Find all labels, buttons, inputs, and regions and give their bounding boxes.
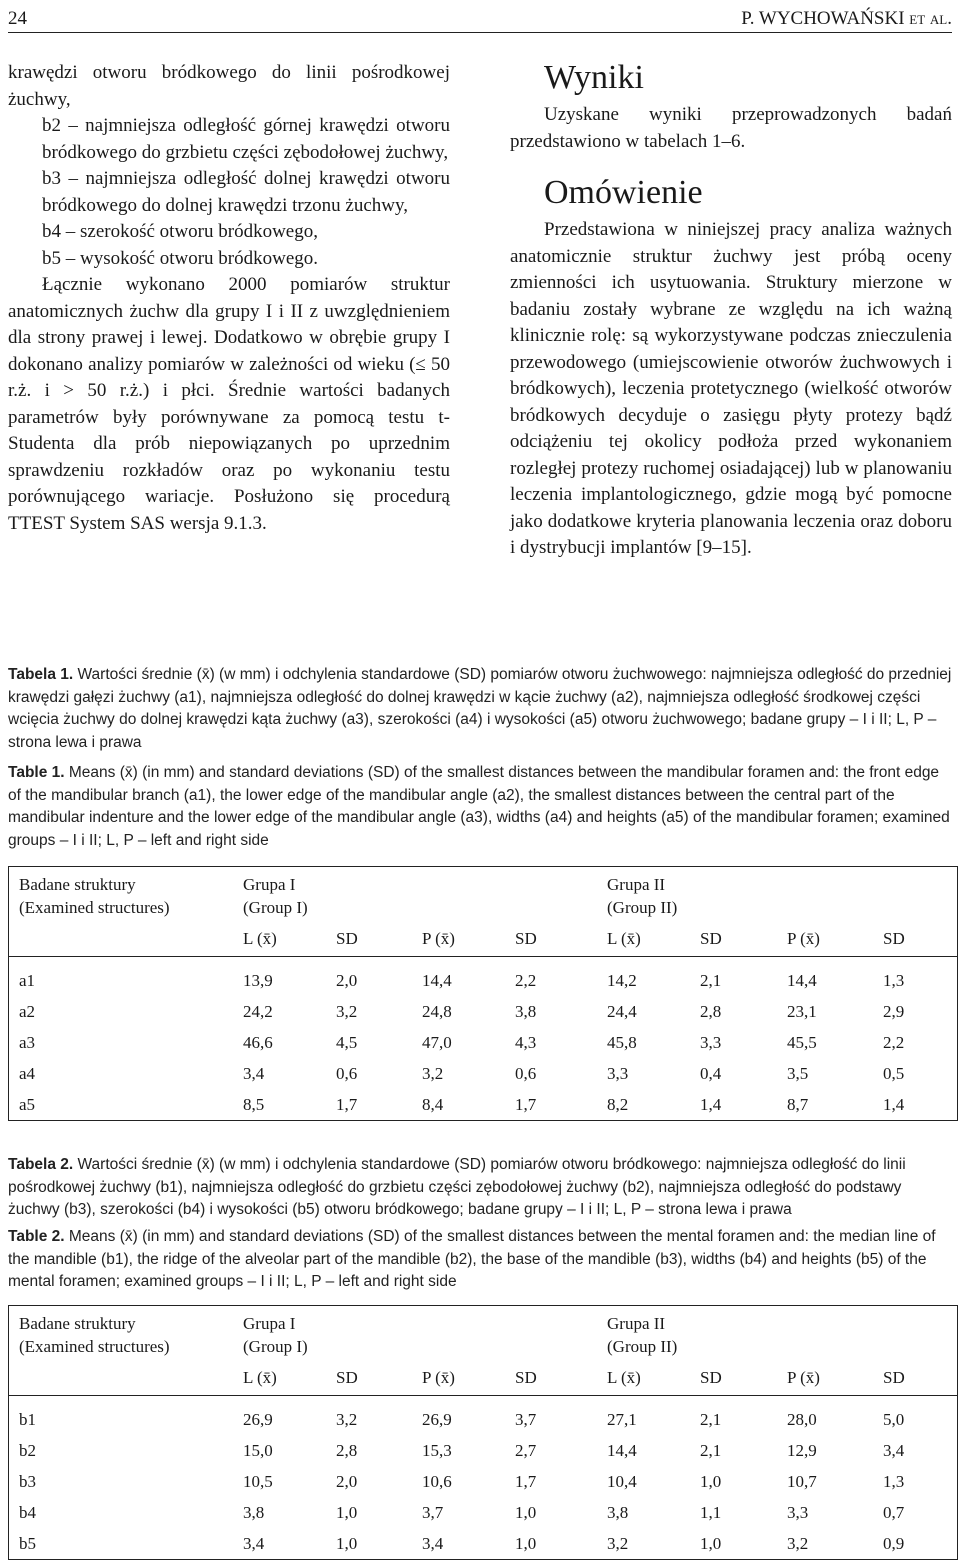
- table-cell: 3,3: [787, 1503, 809, 1522]
- table-cell: 14,4: [787, 971, 817, 990]
- results-paragraph: Uzyskane wyniki przeprowadzonych badań przedstawiono w tabelach 1–6.: [510, 104, 952, 152]
- left-column: [8, 60, 450, 537]
- table-cell: 2,2: [883, 1033, 905, 1052]
- table-cell: 3,8: [607, 1503, 629, 1522]
- table-cell: 0,6: [336, 1064, 358, 1083]
- table-cell: 26,9: [243, 1410, 273, 1429]
- table-cell: 10,6: [422, 1472, 452, 1491]
- col-header: L (x̄): [607, 919, 700, 957]
- table-cell: 10,7: [787, 1472, 817, 1491]
- table-cell: 28,0: [787, 1410, 817, 1429]
- list-item: b4 – szerokość otworu bródkowego,: [42, 221, 318, 242]
- table-cell: 2,1: [700, 1410, 722, 1429]
- table-cell: 15,3: [422, 1441, 452, 1460]
- table-cell: 46,6: [243, 1033, 273, 1052]
- table-cell: 3,2: [422, 1064, 444, 1083]
- table-row: [9, 1089, 957, 1120]
- table-cell: 3,4: [243, 1064, 265, 1083]
- table-cell: 3,5: [787, 1064, 809, 1083]
- table-cell: 3,2: [336, 1002, 358, 1021]
- row-label: a5: [19, 1095, 36, 1114]
- header-structures: Badane struktury: [19, 875, 136, 894]
- results-heading: Wyniki: [544, 59, 644, 96]
- row-label: b4: [19, 1503, 36, 1522]
- right-column: [510, 60, 952, 562]
- col-header: SD: [515, 919, 607, 957]
- header-group2: Grupa II: [607, 1314, 666, 1333]
- table-cell: 47,0: [422, 1033, 452, 1052]
- table-cell: 14,4: [607, 1441, 637, 1460]
- row-label: a3: [19, 1033, 36, 1052]
- row-label: a4: [19, 1064, 36, 1083]
- table-cell: 8,7: [787, 1095, 809, 1114]
- row-label: a2: [19, 1002, 36, 1021]
- table-row: [9, 1027, 957, 1058]
- table-cell: 1,4: [700, 1095, 722, 1114]
- header-group1: Grupa I: [243, 1314, 296, 1333]
- table-cell: 14,2: [607, 971, 637, 990]
- table-cell: 10,4: [607, 1472, 637, 1491]
- col-header: SD: [336, 919, 422, 957]
- col-header: SD: [700, 919, 787, 957]
- row-label: b3: [19, 1472, 36, 1491]
- table-cell: 2,1: [700, 971, 722, 990]
- author-header: P. WYCHOWAŃSKI et al.: [741, 8, 952, 29]
- table-cell: 1,0: [336, 1503, 358, 1522]
- header-group2-en: (Group II): [607, 898, 678, 917]
- table-cell: 45,5: [787, 1033, 817, 1052]
- table-cell: 3,2: [787, 1534, 809, 1553]
- table1-caption-en: [8, 762, 956, 852]
- table-cell: 2,2: [515, 971, 537, 990]
- header-group1-en: (Group I): [243, 898, 308, 917]
- table-subheader: [9, 919, 957, 957]
- table-cell: 8,2: [607, 1095, 629, 1114]
- table-cell: 1,0: [336, 1534, 358, 1553]
- table-cell: 3,8: [243, 1503, 265, 1522]
- col-header: L (x̄): [243, 919, 336, 957]
- table-row: [9, 1396, 957, 1436]
- row-label: b5: [19, 1534, 36, 1553]
- table-cell: 26,9: [422, 1410, 452, 1429]
- col-header: SD: [515, 1358, 607, 1396]
- table2-caption-en: [8, 1226, 956, 1294]
- col-header: P (x̄): [422, 1358, 515, 1396]
- table-cell: 24,2: [243, 1002, 273, 1021]
- table-cell: 1,3: [883, 1472, 905, 1491]
- discussion-paragraph: Przedstawiona w niniejszej pracy analiza ważnych anatomicznie struktur żuchwy jest próbą oceny zmienności ich usytuowania. Struktury mierzone w badaniu zostały wybrane ze względu na ich ważną klinicznie rolę: są wykorzystywane podczas znieczulenia przewodowego (umiejscowienie otworów żuchwowych i bródkowych), leczenia protetycznego (wielkość otworów bródkowych decyduje o zasięgu płyty protezy bądź odciążeniu tej okolicy podłoża przed wykonaniem rozległej protezy ruchomej osiadającej) lub w planowaniu leczenia implantologicznego, gdzie mogą być pomocne jako dodatkowe kryteria planowania leczenia oraz doboru i dystrybucji implantów [9–15].: [510, 219, 952, 558]
- table2-caption-pl: [8, 1154, 956, 1222]
- text-line: krawędzi otworu bródkowego do linii pośrodkowej żuchwy,: [8, 62, 450, 110]
- table1-caption-pl-text: Wartości średnie (x̄) (w mm) i odchylenia standardowe (SD) pomiarów otworu żuchwowego: najmniejsza odległość do przedniej krawędzi gałęzi żuchwy (a1), najmniejsza odległość do dolnej krawędzi w kącie żuchwy (a2), najmniejsza odległość środkowej części wcięcia żuchwy do dolnej krawędzi kąta żuchwy (a3), szerokości (a4) i wysokości (a5) otworu żuchwowego; badane grupy – I i II; L, P – strona lewa i prawa: [8, 666, 952, 751]
- table-cell: 3,8: [515, 1002, 537, 1021]
- table-cell: 2,0: [336, 971, 358, 990]
- col-header: L (x̄): [607, 1358, 700, 1396]
- table2-label-pl: Tabela 2.: [8, 1156, 74, 1173]
- table-cell: 3,4: [422, 1534, 444, 1553]
- row-label: a1: [19, 971, 36, 990]
- table2-caption-pl-text: Wartości średnie (x̄) (w mm) i odchylenia standardowe (SD) pomiarów otworu bródkowego: najmniejsza odległość do linii pośrodkowej żuchwy (b1), najmniejsza odległość do grzbietu części zębodołowej żuchwy (b2), najmniejsza odległość do podstawy żuchwy (b3), szerokości (b4) i wysokości (b5) otworu bródkowego; badane grupy – I i II; L, P – strona lewa i prawa: [8, 1156, 906, 1218]
- table-cell: 3,7: [422, 1503, 444, 1522]
- table-cell: 1,7: [515, 1095, 537, 1114]
- table-row: [9, 996, 957, 1027]
- list-item: b2 – najmniejsza odległość górnej krawędzi otworu bródkowego do grzbietu części zębodołowej żuchwy,: [42, 115, 450, 163]
- table-cell: 8,4: [422, 1095, 444, 1114]
- table1-label-pl: Tabela 1.: [8, 666, 74, 683]
- table-cell: 13,9: [243, 971, 273, 990]
- table-row: [9, 957, 957, 997]
- table1-label-en: Table 1.: [8, 764, 65, 781]
- table-cell: 3,2: [607, 1534, 629, 1553]
- table-cell: 1,3: [883, 971, 905, 990]
- table-cell: 1,0: [515, 1534, 537, 1553]
- table-cell: 3,4: [883, 1441, 905, 1460]
- table-cell: 4,5: [336, 1033, 358, 1052]
- header-structures-en: (Examined structures): [19, 898, 170, 917]
- col-header: SD: [883, 1358, 957, 1396]
- col-header: SD: [336, 1358, 422, 1396]
- table-cell: 3,2: [336, 1410, 358, 1429]
- table-cell: 45,8: [607, 1033, 637, 1052]
- table2: [8, 1305, 958, 1560]
- table1-caption-en-text: Means (x̄) (in mm) and standard deviations (SD) of the smallest distances between the mandibular foramen and: the front edge of the mandibular branch (a1), the lower edge of the mandibular angle (a2), the smallest distances between the central part of the mandibular indenture and the lower edge of the mandibular angle (a3), widths (a4) and heights (a5) of the mandibular foramen; examined groups – I i II; L, P – left and right side: [8, 764, 950, 849]
- table-cell: 12,9: [787, 1441, 817, 1460]
- header-group2-en: (Group II): [607, 1337, 678, 1356]
- table-cell: 2,8: [700, 1002, 722, 1021]
- table-cell: 2,0: [336, 1472, 358, 1491]
- page-number: 24: [8, 8, 27, 29]
- table-cell: 2,7: [515, 1441, 537, 1460]
- table-cell: 2,1: [700, 1441, 722, 1460]
- header-structures-en: (Examined structures): [19, 1337, 170, 1356]
- header-structures: Badane struktury: [19, 1314, 136, 1333]
- table1: [8, 866, 958, 1121]
- list-item: b3 – najmniejsza odległość dolnej krawędzi otworu bródkowego do dolnej krawędzi trzonu żuchwy,: [42, 168, 450, 216]
- header-group1: Grupa I: [243, 875, 296, 894]
- table-cell: 1,7: [515, 1472, 537, 1491]
- col-header: P (x̄): [787, 1358, 883, 1396]
- table-row: [9, 1435, 957, 1466]
- table-row: [9, 1528, 957, 1559]
- table1-caption-pl: [8, 664, 956, 754]
- row-label: b2: [19, 1441, 36, 1460]
- table-cell: 1,7: [336, 1095, 358, 1114]
- table-cell: 0,6: [515, 1064, 537, 1083]
- table-cell: 10,5: [243, 1472, 273, 1491]
- table-cell: 1,0: [700, 1534, 722, 1553]
- table-row: [9, 1497, 957, 1528]
- discussion-heading: Omówienie: [544, 174, 703, 211]
- table-cell: 1,0: [515, 1503, 537, 1522]
- table-cell: 2,9: [883, 1002, 905, 1021]
- table-cell: 1,1: [700, 1503, 722, 1522]
- table-cell: 24,4: [607, 1002, 637, 1021]
- col-header: P (x̄): [422, 919, 515, 957]
- col-header: L (x̄): [243, 1358, 336, 1396]
- table-row: [9, 1466, 957, 1497]
- table-cell: 0,7: [883, 1503, 905, 1522]
- table-cell: 1,4: [883, 1095, 905, 1114]
- col-header: P (x̄): [787, 919, 883, 957]
- table-cell: 23,1: [787, 1002, 817, 1021]
- table-cell: 4,3: [515, 1033, 537, 1052]
- table-cell: 3,3: [700, 1033, 722, 1052]
- table-cell: 1,0: [700, 1472, 722, 1491]
- table-cell: 14,4: [422, 971, 452, 990]
- table-cell: 0,5: [883, 1064, 905, 1083]
- table2-label-en: Table 2.: [8, 1228, 65, 1245]
- table-cell: 5,0: [883, 1410, 905, 1429]
- table-cell: 24,8: [422, 1002, 452, 1021]
- running-head: [8, 0, 952, 33]
- table-cell: 0,9: [883, 1534, 905, 1553]
- table-cell: 3,3: [607, 1064, 629, 1083]
- table-cell: 15,0: [243, 1441, 273, 1460]
- header-group1-en: (Group I): [243, 1337, 308, 1356]
- table-row: [9, 1058, 957, 1089]
- list-item: b5 – wysokość otworu bródkowego.: [42, 247, 319, 269]
- table2-caption-en-text: Means (x̄) (in mm) and standard deviations (SD) of the smallest distances between the mental foramen and: the median line of the mandible (b1), the ridge of the alveolar part of the mandible (b2), the base of the mandible (b3), widths (b4) and heights (b5) of the mental foramen; examined groups – I i II; L, P – left and right side: [8, 1228, 936, 1290]
- header-group2: Grupa II: [607, 875, 666, 894]
- table-cell: 0,4: [700, 1064, 722, 1083]
- table-cell: 3,7: [515, 1410, 537, 1429]
- table-cell: 8,5: [243, 1095, 265, 1114]
- col-header: SD: [883, 919, 957, 957]
- row-label: b1: [19, 1410, 36, 1429]
- table-cell: 27,1: [607, 1410, 637, 1429]
- methods-paragraph: Łącznie wykonano 2000 pomiarów struktur anatomicznych żuchw dla grupy I i II z uwzględnieniem dla strony prawej i lewej. Dodatkowo w obrębie grupy I dokonano analizy pomiarów w zależności od wieku (≤ 50 r.ż. i > 50 r.ż.) i płci. Średnie wartości badanych parametrów były porównywane za pomocą testu t-Studenta dla prób niepowiązanych po uprzednim sprawdzeniu rozkładów oraz po wykonaniu testu porównującego wariacje. Posłużono się procedurą TTEST System SAS wersja 9.1.3.: [8, 274, 450, 534]
- table-cell: 3,4: [243, 1534, 265, 1553]
- table-subheader: [9, 1358, 957, 1396]
- col-header: SD: [700, 1358, 787, 1396]
- table-cell: 2,8: [336, 1441, 358, 1460]
